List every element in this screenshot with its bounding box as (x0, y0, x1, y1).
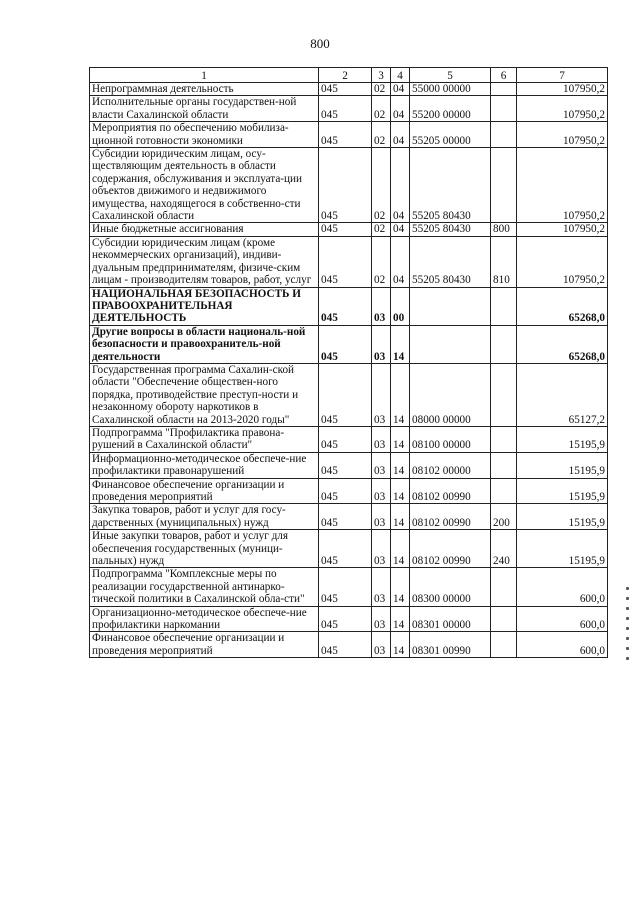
row-amount-cell: 107950,2 (517, 236, 608, 287)
table-row (90, 287, 608, 325)
row-name-cell: Мероприятия по обеспечению мобилиза-ционной готовности экономики (90, 122, 319, 148)
table-row (90, 530, 608, 568)
header-row (90, 68, 608, 83)
row-subsection-code-cell: 00 (391, 287, 410, 325)
row-name-cell: Государственная программа Сахалин-ской области "Обеспечение обществен-ного порядка, противодействие преступ-ности и незаконному обороту наркотиков в Сахалинской области на 2013-2020 годы" (90, 363, 319, 426)
table-row (90, 223, 608, 236)
row-name-cell: Закупка товаров, работ и услуг для госу-дарственных (муниципальных) нужд (90, 504, 319, 530)
row-target-article-cell: 08301 00990 (410, 632, 491, 658)
row-subsection-code-cell: 04 (391, 236, 410, 287)
row-target-article-cell: 55205 00000 (410, 122, 491, 148)
header-cell: 2 (319, 68, 372, 83)
row-expense-type-cell (491, 325, 517, 363)
row-expense-type-cell (491, 363, 517, 426)
row-subsection-code-cell: 14 (391, 478, 410, 504)
table-row (90, 568, 608, 606)
row-target-article-cell (410, 325, 491, 363)
row-ministry-code-cell: 045 (319, 606, 372, 632)
row-section-code-cell: 03 (372, 606, 391, 632)
row-expense-type-cell (491, 287, 517, 325)
header-cell: 7 (517, 68, 608, 83)
row-amount-cell: 65268,0 (517, 325, 608, 363)
row-expense-type-cell (491, 632, 517, 658)
table-row (90, 148, 608, 223)
row-name-cell: Иные бюджетные ассигнования (90, 223, 319, 236)
row-section-code-cell: 03 (372, 568, 391, 606)
row-subsection-code-cell: 14 (391, 325, 410, 363)
table-row (90, 426, 608, 452)
row-ministry-code-cell: 045 (319, 478, 372, 504)
row-amount-cell: 600,0 (517, 568, 608, 606)
row-name-cell: НАЦИОНАЛЬНАЯ БЕЗОПАСНОСТЬ И ПРАВООХРАНИТЕЛЬНАЯ ДЕЯТЕЛЬНОСТЬ (90, 287, 319, 325)
row-target-article-cell: 08301 00000 (410, 606, 491, 632)
row-expense-type-cell (491, 96, 517, 122)
row-ministry-code-cell: 045 (319, 530, 372, 568)
row-section-code-cell: 02 (372, 96, 391, 122)
row-subsection-code-cell: 14 (391, 452, 410, 478)
row-expense-type-cell (491, 478, 517, 504)
row-expense-type-cell (491, 606, 517, 632)
row-target-article-cell: 08300 00000 (410, 568, 491, 606)
row-section-code-cell: 03 (372, 452, 391, 478)
row-amount-cell: 65268,0 (517, 287, 608, 325)
row-name-cell: Подпрограмма "Комплексные меры по реализации государственной антинарко-тической политики в Сахалинской обла-сти" (90, 568, 319, 606)
row-amount-cell: 15195,9 (517, 426, 608, 452)
row-amount-cell: 107950,2 (517, 83, 608, 96)
row-expense-type-cell (491, 568, 517, 606)
row-expense-type-cell (491, 426, 517, 452)
row-subsection-code-cell: 14 (391, 426, 410, 452)
row-name-cell: Субсидии юридическим лицам (кроме некоммерческих организаций), индиви-дуальным предпринимателям, физиче-ским лицам - производителям товаров, работ, услуг (90, 236, 319, 287)
row-amount-cell: 600,0 (517, 632, 608, 658)
row-section-code-cell: 03 (372, 426, 391, 452)
row-target-article-cell: 55205 80430 (410, 148, 491, 223)
row-amount-cell: 65127,2 (517, 363, 608, 426)
row-subsection-code-cell: 04 (391, 122, 410, 148)
row-ministry-code-cell: 045 (319, 632, 372, 658)
row-subsection-code-cell: 04 (391, 83, 410, 96)
row-amount-cell: 15195,9 (517, 530, 608, 568)
row-ministry-code-cell: 045 (319, 568, 372, 606)
row-expense-type-cell: 800 (491, 223, 517, 236)
header-cell: 1 (90, 68, 319, 83)
row-name-cell: Информационно-методическое обеспече-ние профилактики правонарушений (90, 452, 319, 478)
table-row (90, 478, 608, 504)
row-target-article-cell: 55000 00000 (410, 83, 491, 96)
row-target-article-cell: 08100 00000 (410, 426, 491, 452)
row-ministry-code-cell: 045 (319, 287, 372, 325)
page-number: 800 (310, 36, 330, 51)
table-row (90, 504, 608, 530)
row-name-cell: Исполнительные органы государствен-ной власти Сахалинской области (90, 96, 319, 122)
row-subsection-code-cell: 04 (391, 148, 410, 223)
row-ministry-code-cell: 045 (319, 148, 372, 223)
row-amount-cell: 15195,9 (517, 478, 608, 504)
row-section-code-cell: 02 (372, 236, 391, 287)
row-subsection-code-cell: 14 (391, 632, 410, 658)
table-row (90, 606, 608, 632)
row-target-article-cell: 08102 00990 (410, 504, 491, 530)
row-section-code-cell: 03 (372, 363, 391, 426)
row-subsection-code-cell: 14 (391, 530, 410, 568)
row-section-code-cell: 02 (372, 122, 391, 148)
row-name-cell: Подпрограмма "Профилактика правона-рушений в Сахалинской области" (90, 426, 319, 452)
header-cell: 5 (410, 68, 491, 83)
row-subsection-code-cell: 04 (391, 96, 410, 122)
row-expense-type-cell (491, 148, 517, 223)
row-target-article-cell: 55200 00000 (410, 96, 491, 122)
row-subsection-code-cell: 14 (391, 363, 410, 426)
row-expense-type-cell (491, 122, 517, 148)
row-name-cell: Непрограммная деятельность (90, 83, 319, 96)
row-target-article-cell: 55205 80430 (410, 223, 491, 236)
table-row (90, 632, 608, 658)
row-target-article-cell: 08102 00000 (410, 452, 491, 478)
row-amount-cell: 15195,9 (517, 504, 608, 530)
row-amount-cell: 107950,2 (517, 223, 608, 236)
row-section-code-cell: 02 (372, 223, 391, 236)
header-cell: 4 (391, 68, 410, 83)
row-section-code-cell: 03 (372, 325, 391, 363)
row-section-code-cell: 03 (372, 287, 391, 325)
row-name-cell: Организационно-методическое обеспече-ние профилактики наркомании (90, 606, 319, 632)
table-row (90, 363, 608, 426)
row-ministry-code-cell: 045 (319, 363, 372, 426)
row-ministry-code-cell: 045 (319, 96, 372, 122)
row-target-article-cell: 08102 00990 (410, 530, 491, 568)
header-cell: 6 (491, 68, 517, 83)
row-amount-cell: 15195,9 (517, 452, 608, 478)
row-amount-cell: 107950,2 (517, 148, 608, 223)
row-section-code-cell: 02 (372, 83, 391, 96)
row-section-code-cell: 03 (372, 632, 391, 658)
row-section-code-cell: 03 (372, 504, 391, 530)
table-row (90, 96, 608, 122)
row-target-article-cell: 08102 00990 (410, 478, 491, 504)
row-target-article-cell: 55205 80430 (410, 236, 491, 287)
row-name-cell: Финансовое обеспечение организации и проведения мероприятий (90, 478, 319, 504)
row-subsection-code-cell: 14 (391, 568, 410, 606)
row-expense-type-cell (491, 452, 517, 478)
table-row (90, 83, 608, 96)
row-expense-type-cell: 240 (491, 530, 517, 568)
row-section-code-cell: 03 (372, 530, 391, 568)
row-name-cell: Иные закупки товаров, работ и услуг для обеспечения государственных (муници-пальных) нужд (90, 530, 319, 568)
header-cell: 3 (372, 68, 391, 83)
row-subsection-code-cell: 14 (391, 606, 410, 632)
table-row (90, 236, 608, 287)
row-name-cell: Субсидии юридическим лицам, осу-ществляющим деятельность в области содержания, обслуживания и эксплуата-ции объектов движимого и недвижимого имущества, находящегося в собственно-сти Сахалинской области (90, 148, 319, 223)
row-target-article-cell (410, 287, 491, 325)
row-subsection-code-cell: 14 (391, 504, 410, 530)
row-expense-type-cell: 810 (491, 236, 517, 287)
table-row (90, 452, 608, 478)
row-expense-type-cell (491, 83, 517, 96)
row-ministry-code-cell: 045 (319, 83, 372, 96)
row-subsection-code-cell: 04 (391, 223, 410, 236)
row-section-code-cell: 03 (372, 478, 391, 504)
row-ministry-code-cell: 045 (319, 236, 372, 287)
budget-table (89, 67, 608, 658)
table-body (90, 83, 608, 658)
row-name-cell: Другие вопросы в области националь-ной безопасности и правоохранитель-ной деятельности (90, 325, 319, 363)
row-ministry-code-cell: 045 (319, 504, 372, 530)
margin-binding-marks (626, 580, 630, 700)
row-ministry-code-cell: 045 (319, 325, 372, 363)
row-name-cell: Финансовое обеспечение организации и проведения мероприятий (90, 632, 319, 658)
row-ministry-code-cell: 045 (319, 122, 372, 148)
table-row (90, 122, 608, 148)
row-target-article-cell: 08000 00000 (410, 363, 491, 426)
row-ministry-code-cell: 045 (319, 223, 372, 236)
row-amount-cell: 600,0 (517, 606, 608, 632)
row-section-code-cell: 02 (372, 148, 391, 223)
row-ministry-code-cell: 045 (319, 426, 372, 452)
row-amount-cell: 107950,2 (517, 122, 608, 148)
table-row (90, 325, 608, 363)
row-amount-cell: 107950,2 (517, 96, 608, 122)
row-expense-type-cell: 200 (491, 504, 517, 530)
row-ministry-code-cell: 045 (319, 452, 372, 478)
